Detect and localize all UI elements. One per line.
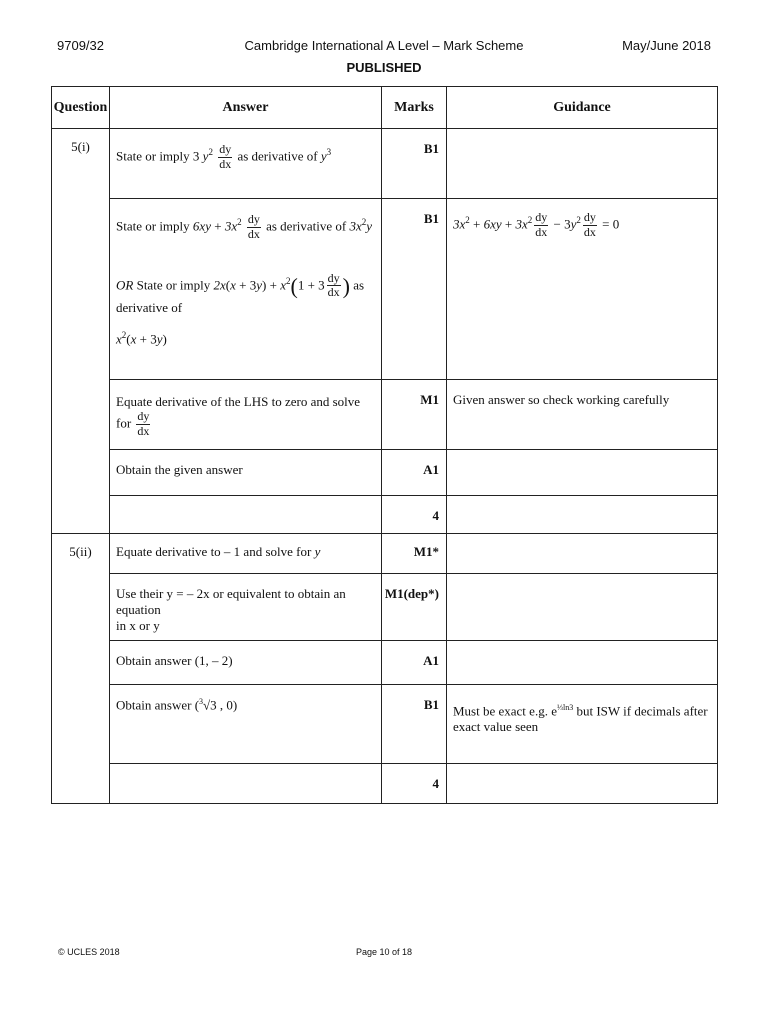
marks-cell: B1: [382, 685, 447, 764]
column-header-guidance: Guidance: [447, 87, 718, 129]
document-title: Cambridge International A Level – Mark Scheme: [244, 38, 524, 53]
guidance-cell: [447, 641, 718, 685]
page-number: Page 10 of 18: [355, 947, 413, 957]
guidance-cell: $3x^2 + 6xy + 3x^2$ $\frac{dy}{dx}$ − $3y^2$ $\frac{dy}{dx}$ = 0: [447, 199, 718, 380]
answer-cell: Obtain answer ($^3$√3 , 0): [110, 685, 382, 764]
table-row: [52, 764, 718, 804]
answer-text: State or imply 3: [116, 148, 200, 164]
guidance-cell: [447, 574, 718, 641]
answer-cell: State or imply 3 $y^2$ $\frac{dy}{dx}$ as derivative of $y^3$: [110, 129, 382, 199]
guidance-cell: [447, 764, 718, 804]
question-number: 5(i): [52, 129, 110, 534]
answer-text: State or imply: [116, 218, 190, 234]
guidance-text: but ISW if decimals after exact value seen: [453, 703, 708, 735]
mark-scheme-table: [51, 86, 718, 804]
copyright-footer: © UCLES 2018: [58, 947, 120, 957]
marks-cell: M1: [382, 380, 447, 450]
answer-text: 3 , 0): [210, 697, 238, 713]
answer-cell: [110, 534, 382, 574]
dy-dx-fraction: $\frac{dy}{dx}$: [247, 212, 260, 241]
exam-session: May/June 2018: [622, 38, 711, 53]
published-label: PUBLISHED: [346, 60, 422, 75]
guidance-text: Must be exact e.g. e: [453, 703, 557, 719]
answer-text: as derivative of: [266, 218, 347, 234]
answer-text: Use their y = – 2x or equivalent to obtain an equation: [116, 586, 346, 617]
answer-text: as derivative of: [116, 276, 365, 316]
marks-total: 4: [382, 496, 447, 534]
marks-cell: A1: [382, 450, 447, 496]
answer-cell: Obtain answer (1, – 2): [110, 641, 382, 685]
guidance-cell: Given answer so check working carefully: [447, 380, 718, 450]
table-header-row: [52, 87, 718, 129]
answer-cell: [110, 380, 382, 450]
table-row: [52, 496, 718, 534]
guidance-cell: [447, 496, 718, 534]
dy-dx-fraction: $\frac{dy}{dx}$: [137, 409, 150, 438]
answer-text: State or imply: [136, 276, 211, 292]
guidance-cell: [447, 534, 718, 574]
guidance-cell: [447, 450, 718, 496]
marks-cell: A1: [382, 641, 447, 685]
table-row: [52, 534, 718, 574]
guidance-cell: [447, 129, 718, 199]
column-header-marks: Marks: [382, 87, 447, 129]
answer-cell: [110, 496, 382, 534]
answer-cell: Obtain the given answer: [110, 450, 382, 496]
answer-text: Equate derivative of the LHS to zero and solve for: [116, 394, 361, 431]
table-row: [52, 129, 718, 199]
marks-cell: B1: [382, 199, 447, 380]
answer-text: Equate derivative to – 1 and solve for: [116, 544, 312, 559]
paper-code: 9709/32: [57, 38, 104, 53]
answer-cell: State or imply $6xy + 3x^2$ $\frac{dy}{dx}$ as derivative of $3x^2y$ OR State or imply $2x(x + 3y) + x^2(1 + 3$ $\frac{dy}{dx}$ ) as derivative of $x^2(x + 3y)$: [110, 199, 382, 380]
answer-text: Obtain answer (: [116, 697, 200, 713]
table-row: [52, 574, 718, 641]
table-row: [52, 450, 718, 496]
dy-dx-fraction: $\frac{dy}{dx}$: [219, 142, 232, 171]
or-label: OR: [116, 276, 134, 292]
answer-variable: y: [314, 544, 321, 559]
marks-cell: M1(dep*): [382, 574, 447, 641]
table-row: [52, 199, 718, 380]
marks-cell: B1: [382, 129, 447, 199]
answer-cell: [110, 764, 382, 804]
marks-cell: M1*: [382, 534, 447, 574]
answer-text: in x or y: [116, 618, 160, 633]
column-header-answer: Answer: [110, 87, 382, 129]
dy-dx-fraction: $\frac{dy}{dx}$: [327, 270, 340, 300]
column-header-question: Question: [52, 87, 110, 129]
table-row: [52, 685, 718, 764]
answer-text: as derivative of: [237, 148, 318, 164]
question-number: 5(ii): [52, 534, 110, 804]
guidance-cell: Must be exact e.g. $e^{\frac{1}{3}ln3}$ but ISW if decimals after exact value seen: [447, 685, 718, 764]
table-row: [52, 380, 718, 450]
marks-total: 4: [382, 764, 447, 804]
answer-cell: [110, 574, 382, 641]
table-row: [52, 641, 718, 685]
